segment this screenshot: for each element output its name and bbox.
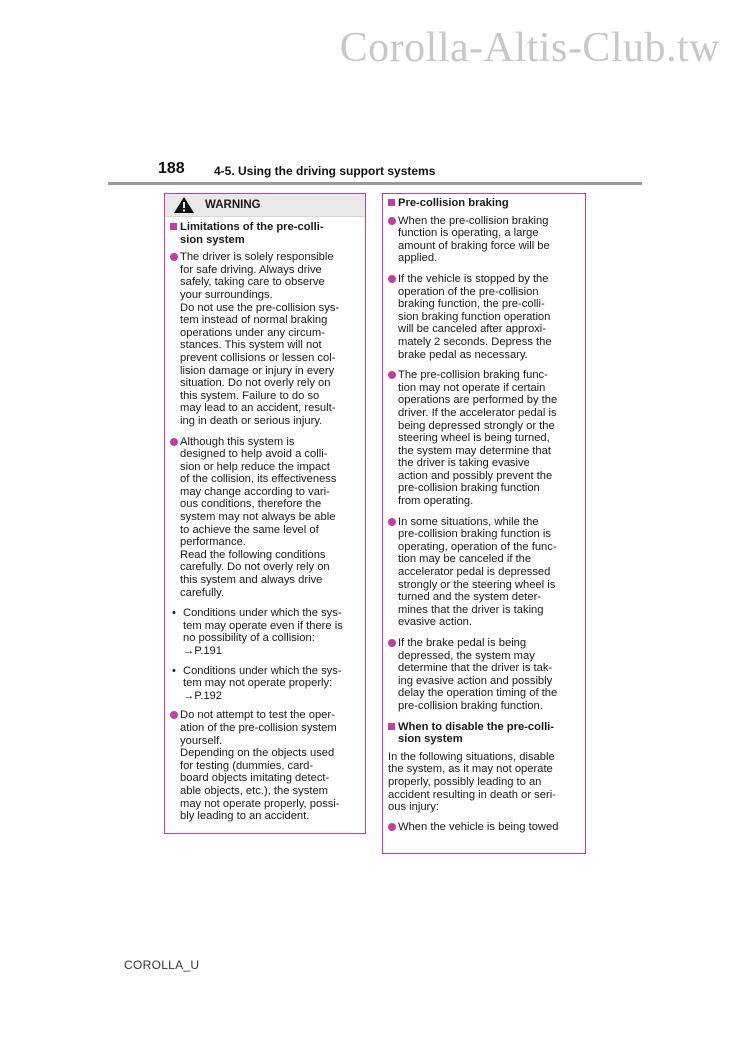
warning-bullet-3 — [170, 709, 359, 822]
text-line: ing evasive action and possibly — [398, 674, 553, 687]
text-line: this system. Failure to do so — [180, 389, 320, 402]
text-line: applied. — [398, 252, 438, 265]
warning-heading — [170, 221, 359, 246]
braking-bullet-5 — [388, 637, 579, 713]
text-line: situation. Do not overly rely on — [180, 377, 331, 390]
text-line: Depending on the objects used — [180, 747, 335, 760]
text-line: your surroundings. — [180, 288, 273, 301]
text-line: able objects, etc.), the system — [180, 784, 328, 797]
text-line: Although this system is — [180, 435, 295, 448]
text-line: operations under any circum- — [180, 326, 325, 339]
watermark: Corolla-Altis-Club.tw — [339, 25, 720, 71]
text-line: the driver is taking evasive — [398, 457, 530, 470]
text-line: In the following situations, disable — [388, 750, 555, 763]
text-line: tem may not operate properly: — [183, 677, 333, 690]
braking-bullet-1 — [388, 215, 579, 265]
text-line: sion or help reduce the impact — [180, 460, 330, 473]
text-line: board objects imitating detect- — [180, 772, 330, 785]
text-line: operating, operation of the func- — [398, 540, 557, 553]
text-line: tion may not operate if certain — [398, 381, 546, 394]
section-title: 4-5. Using the driving support systems — [214, 164, 436, 178]
text-line: the system, as it may not operate — [388, 763, 553, 776]
text-line: pre-collision braking function — [398, 482, 540, 495]
text-line: will be canceled after approxi- — [398, 323, 546, 336]
text-line: In some situations, while the — [398, 515, 539, 528]
text-line: to achieve the same level of — [180, 523, 319, 536]
text-line: When the vehicle is being towed — [398, 820, 559, 833]
text-line: may change according to vari- — [180, 485, 330, 498]
text-line: action and possibly prevent the — [398, 469, 553, 482]
braking-bullet-2 — [388, 273, 579, 361]
text-line: operation of the pre-collision — [398, 285, 539, 298]
text-line: If the brake pedal is being — [398, 637, 527, 649]
pre-collision-braking-heading — [388, 197, 579, 210]
page-ref-192[interactable]: →P.192 — [183, 689, 222, 702]
warning-box — [164, 193, 366, 834]
text-line: amount of braking force will be — [398, 239, 550, 252]
text-line: delay the operation timing of the — [398, 687, 558, 700]
text-line: properly, possibly leading to an — [388, 775, 542, 788]
text-line: The driver is solely responsible — [180, 251, 334, 264]
text-line: the system may determine that — [398, 444, 551, 457]
text-line: pre-collision braking function. — [398, 699, 543, 712]
text-line: driver. If the accelerator pedal is — [398, 406, 557, 419]
text-line: accelerator pedal is depressed — [398, 566, 551, 579]
text-line: Conditions under which the sys- — [183, 664, 342, 677]
text-line: lision damage or injury in every — [180, 364, 335, 377]
text-line: brake pedal as necessary. — [398, 348, 528, 361]
text-line: ation of the pre-collision system — [180, 721, 337, 734]
text-line: for testing (dummies, card- — [180, 759, 314, 772]
text-line: Read the following conditions — [180, 548, 326, 561]
text-line: depressed, the system may — [398, 649, 535, 662]
text-line: braking function, the pre-colli- — [398, 298, 545, 311]
text-line: tem instead of normal braking — [180, 314, 328, 327]
warning-triangle-icon — [173, 196, 195, 214]
text-line: pre-collision braking function is — [398, 528, 551, 541]
text-line: Do not use the pre-collision sys- — [180, 301, 340, 314]
text-line: no possibility of a collision: — [183, 632, 315, 645]
text-line: tem may operate even if there is — [183, 619, 343, 632]
text-line: for safe driving. Always drive — [180, 263, 322, 276]
text-line: The pre-collision braking func- — [398, 369, 548, 382]
text-line: operations are performed by the — [398, 394, 558, 407]
text-line: carefully. — [180, 586, 224, 599]
text-line: sion braking function operation — [398, 310, 551, 323]
text-line: mately 2 seconds. Depress the — [398, 335, 552, 348]
page-ref-191[interactable]: →P.191 — [183, 645, 222, 657]
text-line: Conditions under which the sys- — [183, 607, 342, 620]
warning-label: WARNING — [205, 198, 261, 211]
text-line: When the pre-collision braking — [398, 214, 549, 227]
text-line: Pre-collision braking — [398, 197, 509, 209]
text-line: evasive action. — [398, 616, 473, 629]
text-line: mines that the driver is taking — [398, 603, 544, 616]
text-line: this system and always drive — [180, 574, 323, 587]
disable-system-paragraph — [388, 751, 579, 814]
text-line: of the collision, its effectiveness — [180, 473, 337, 486]
text-line: Limitations of the pre-colli- — [180, 221, 324, 233]
text-line: determine that the driver is tak- — [398, 662, 553, 675]
text-line: function is operating, a large — [398, 227, 539, 240]
text-line: being depressed strongly or the — [398, 419, 555, 432]
warning-sub-item-2: • Conditions under which the sys- tem may not operate properly: →P.192 — [170, 665, 359, 703]
text-line: yourself. — [180, 734, 223, 747]
text-line: tion may be canceled if the — [398, 553, 532, 566]
disable-system-heading — [388, 721, 579, 746]
text-line: prevent collisions or lessen col- — [180, 351, 336, 364]
text-line: ous conditions, therefore the — [180, 498, 322, 511]
warning-bar — [165, 194, 365, 217]
pre-collision-box — [382, 193, 586, 854]
text-line: may not operate properly, possi- — [180, 797, 340, 810]
disable-bullet-1 — [388, 821, 579, 834]
text-line: ing in death or serious injury. — [180, 414, 323, 427]
text-line: Do not attempt to test the oper- — [180, 709, 335, 722]
page-number: 188 — [158, 160, 185, 177]
text-line: steering wheel is being turned, — [398, 432, 550, 445]
text-line: sion system — [398, 733, 463, 746]
text-line: safely, taking care to observe — [180, 276, 325, 289]
text-line: may lead to an accident, result- — [180, 402, 336, 415]
header-rule — [108, 182, 642, 185]
warning-sub-item-1: • Conditions under which the sys- tem may operate even if there is no possibility of a collision: →P.191 — [170, 607, 359, 657]
text-line: system may not always be able — [180, 511, 336, 524]
braking-bullet-3 — [388, 369, 579, 508]
text-line: accident resulting in death or seri- — [388, 788, 556, 801]
page-header — [108, 160, 642, 184]
braking-bullet-4 — [388, 516, 579, 629]
text-line: designed to help avoid a colli- — [180, 448, 328, 461]
text-line: strongly or the steering wheel is — [398, 578, 556, 591]
text-line: turned and the system deter- — [398, 591, 542, 604]
text-line: stances. This system will not — [180, 339, 322, 352]
text-line: When to disable the pre-colli- — [398, 720, 555, 733]
text-line: bly leading to an accident. — [180, 810, 310, 823]
text-line: performance. — [180, 536, 246, 549]
warning-bullet-2 — [170, 436, 359, 600]
text-line: sion system — [180, 233, 245, 246]
text-line: If the vehicle is stopped by the — [398, 272, 549, 285]
warning-bullet-1 — [170, 251, 359, 427]
footer-model-code: COROLLA_U — [124, 958, 200, 972]
text-line: from operating. — [398, 495, 474, 508]
text-line: carefully. Do not overly rely on — [180, 561, 330, 574]
text-line: ous injury: — [388, 801, 439, 814]
